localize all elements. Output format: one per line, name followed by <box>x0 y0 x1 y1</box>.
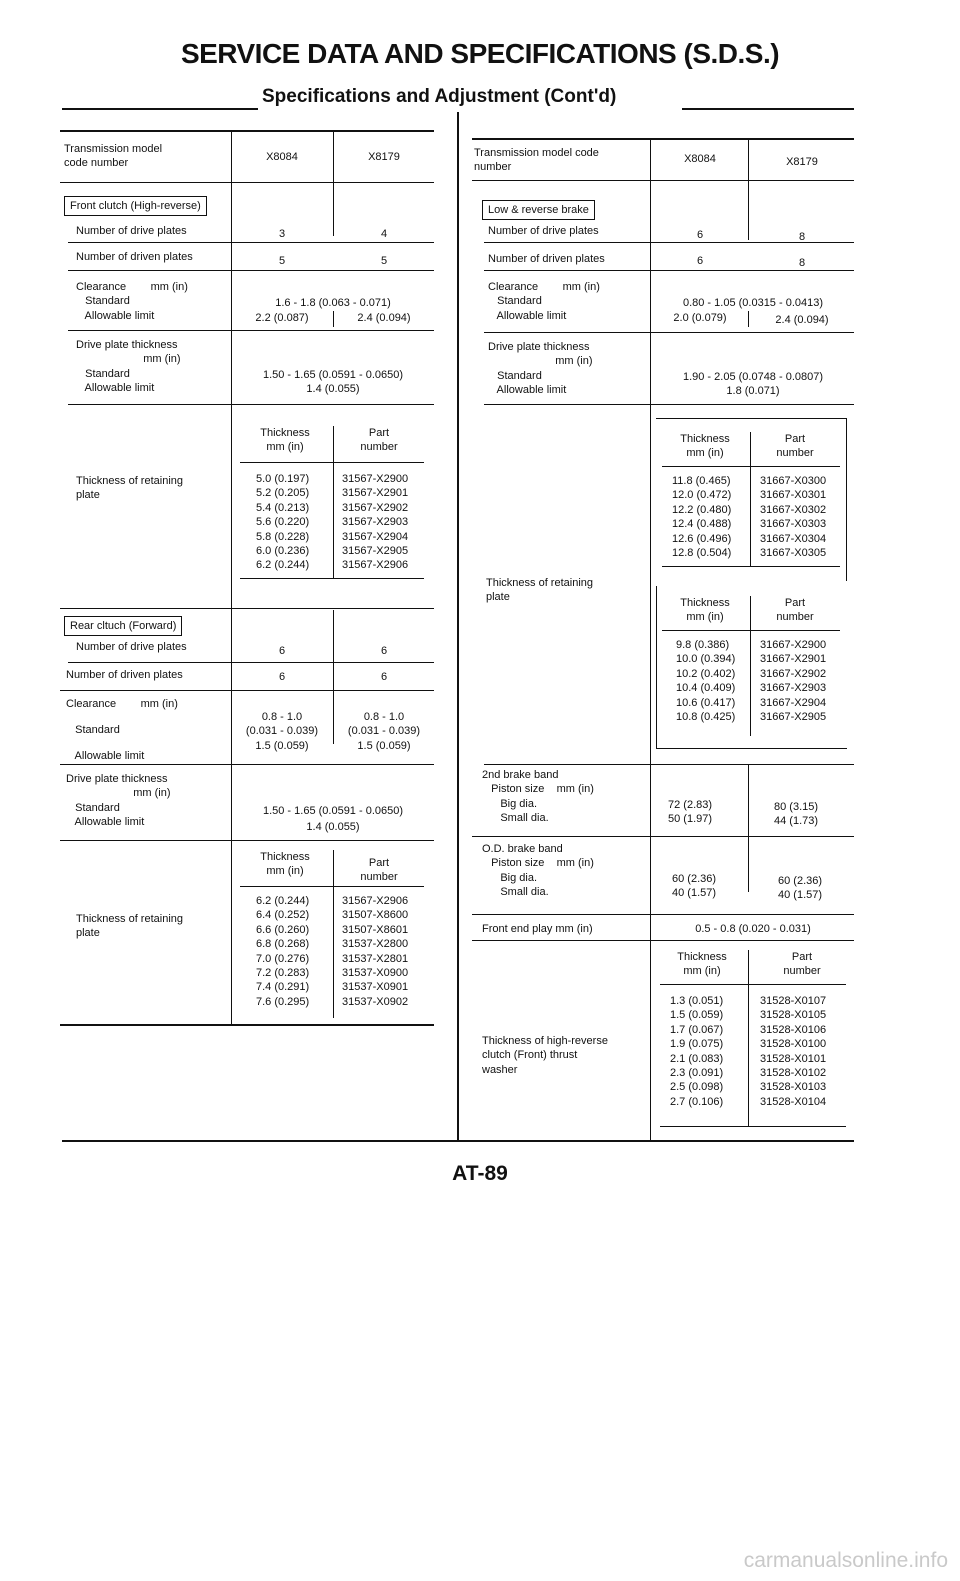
subtitle-rule-right <box>682 108 854 110</box>
right-col2-header: X8179 <box>786 156 818 168</box>
lr-box1-head-part: Part number <box>776 433 814 459</box>
front-drive-plates-label: Number of drive plates <box>76 225 187 237</box>
washer-part-list: 31528-X0107 31528-X0105 31528-X0106 31528-X0100 31528-X0101 31528-X0102 31528-X0103 31528-X0104 <box>760 995 827 1108</box>
row-rule <box>240 886 424 887</box>
cell-divider <box>333 426 334 578</box>
front-thickness-limit: 1.4 (0.055) <box>306 383 360 395</box>
front-clearance-standard: 1.6 - 1.8 (0.063 - 0.071) <box>275 297 391 309</box>
rear-driven-plates-label: Number of driven plates <box>66 669 183 681</box>
od-band-label: O.D. brake band Piston size mm (in) Big dia. Small dia. <box>482 843 594 899</box>
front-retaining-head-thickness: Thickness mm (in) <box>260 427 310 453</box>
right-model-header: Transmission model code number <box>474 147 599 173</box>
lr-drive-plates-x8084: 6 <box>696 229 704 241</box>
left-table-bottom-rule <box>60 1024 434 1026</box>
cell-divider <box>750 596 751 736</box>
front-driven-plates-label: Number of driven plates <box>76 251 193 263</box>
row-rule <box>484 270 854 271</box>
washer-thickness-list: 1.3 (0.051) 1.5 (0.059) 1.7 (0.067) 1.9 (0.075) 2.1 (0.083) 2.3 (0.091) 2.5 (0.098) 2.7 (0.106) <box>670 995 724 1108</box>
lr-clearance-limit-x8179: 2.4 (0.094) <box>775 314 829 326</box>
second-band-x8084: 72 (2.83) 50 (1.97) <box>668 799 713 826</box>
right-label-divider <box>650 138 651 1140</box>
cell-divider <box>748 950 749 1126</box>
rear-driven-plates-x8179: 6 <box>380 671 388 683</box>
lr-driven-plates-x8084: 6 <box>696 255 704 267</box>
lr-thickness-standard: 1.90 - 2.05 (0.0748 - 0.0807) <box>682 371 824 383</box>
rear-retaining-part-list: 31567-X2906 31507-X8600 31507-X8601 31537-X2800 31537-X2801 31537-X0900 31537-X0901 31537-X0902 <box>342 895 409 1008</box>
front-thickness-standard: 1.50 - 1.65 (0.0591 - 0.0650) <box>262 369 404 381</box>
left-table-top-rule <box>60 130 434 132</box>
front-clearance-limit-x8179: 2.4 (0.094) <box>357 312 411 324</box>
row-rule <box>68 404 434 405</box>
cell-divider <box>750 432 751 566</box>
front-clearance-label: Clearance mm (in) Standard Allowable limit <box>76 281 188 322</box>
page-subtitle: Specifications and Adjustment (Cont'd) <box>262 86 617 107</box>
front-clutch-section-title: Front clutch (High-reverse) <box>64 196 207 216</box>
row-rule <box>472 940 854 941</box>
rear-retaining-thickness-list: 6.2 (0.244) 6.4 (0.252) 6.6 (0.260) 6.8 (0.268) 7.0 (0.276) 7.2 (0.283) 7.4 (0.291) 7.6 (0.295) <box>256 895 310 1008</box>
front-drive-plates-x8084: 3 <box>278 228 286 240</box>
lr-box1-head-thickness: Thickness mm (in) <box>680 433 730 459</box>
right-table-top-rule <box>472 138 854 140</box>
rear-drive-plates-x8084: 6 <box>278 645 286 657</box>
lr-retaining-label: Thickness of retaining plate <box>486 577 593 603</box>
lr-drive-plates-label: Number of drive plates <box>488 225 599 237</box>
lr-box1-part-list: 31667-X0300 31667-X0301 31667-X0302 31667-X0303 31667-X0304 31667-X0305 <box>760 475 827 560</box>
lr-thickness-limit: 1.8 (0.071) <box>726 385 780 397</box>
lr-box2-head-part: Part number <box>776 597 814 623</box>
rear-clearance-x8179: 0.8 - 1.0 (0.031 - 0.039) 1.5 (0.059) <box>347 711 421 752</box>
row-rule <box>662 466 840 467</box>
row-rule <box>660 984 846 985</box>
row-rule <box>68 242 434 243</box>
right-header-rule <box>472 180 854 181</box>
watermark: carmanualsonline.info <box>743 1549 948 1572</box>
page-title: SERVICE DATA AND SPECIFICATIONS (S.D.S.) <box>180 38 780 69</box>
row-rule <box>484 332 854 333</box>
rear-retaining-label: Thickness of retaining plate <box>76 913 183 939</box>
row-rule <box>240 578 424 579</box>
column-divider <box>457 112 459 1142</box>
left-col1-header: X8084 <box>266 151 298 163</box>
row-rule <box>484 404 854 405</box>
row-rule <box>68 330 434 331</box>
lr-box1-thickness-list: 11.8 (0.465) 12.0 (0.472) 12.2 (0.480) 12.4 (0.488) 12.6 (0.496) 12.8 (0.504) <box>672 475 732 560</box>
left-model-header: Transmission model code number <box>64 143 163 169</box>
front-driven-plates-x8179: 5 <box>380 255 388 267</box>
left-col2-header: X8179 <box>368 151 400 163</box>
row-rule <box>68 270 434 271</box>
rear-thickness-label: Drive plate thickness mm (in) Standard Allowable limit <box>66 773 171 829</box>
end-play-value: 0.5 - 0.8 (0.020 - 0.031) <box>695 923 811 935</box>
rear-drive-plates-label: Number of drive plates <box>76 641 187 653</box>
lr-clearance-limit-x8084: 2.0 (0.079) <box>673 312 727 324</box>
front-drive-plates-x8179: 4 <box>380 228 388 240</box>
left-col-divider <box>333 130 334 236</box>
row-rule <box>662 566 840 567</box>
lr-drive-plates-x8179: 8 <box>798 231 806 243</box>
section-rule <box>60 608 434 609</box>
lr-clearance-standard: 0.80 - 1.05 (0.0315 - 0.0413) <box>682 297 824 309</box>
row-rule <box>60 840 434 841</box>
lr-box2-thickness-list: 9.8 (0.386) 10.0 (0.394) 10.2 (0.402) 10.4 (0.409) 10.6 (0.417) 10.8 (0.425) <box>676 639 736 724</box>
second-band-x8179: 80 (3.15) 44 (1.73) <box>774 801 819 828</box>
rear-clearance-x8084: 0.8 - 1.0 (0.031 - 0.039) 1.5 (0.059) <box>245 711 319 752</box>
row-rule <box>68 662 434 663</box>
row-rule <box>472 914 854 915</box>
lr-box2-head-thickness: Thickness mm (in) <box>680 597 730 623</box>
lr-driven-plates-x8179: 8 <box>798 257 806 269</box>
lr-driven-plates-label: Number of driven plates <box>488 253 605 265</box>
front-retaining-label: Thickness of retaining plate <box>76 475 183 501</box>
row-rule <box>662 630 840 631</box>
row-rule <box>60 690 434 691</box>
row-rule <box>660 1126 846 1127</box>
rear-retaining-head-thickness: Thickness mm (in) <box>260 851 310 877</box>
right-col-divider <box>748 138 749 240</box>
front-retaining-part-list: 31567-X2900 31567-X2901 31567-X2902 31567-X2903 31567-X2904 31567-X2905 31567-X2906 <box>342 473 409 572</box>
rear-clearance-label: Clearance mm (in) Standard Allowable limit <box>66 698 178 762</box>
left-header-rule <box>60 182 434 183</box>
front-retaining-thickness-list: 5.0 (0.197) 5.2 (0.205) 5.4 (0.213) 5.6 (0.220) 5.8 (0.228) 6.0 (0.236) 6.2 (0.244) <box>256 473 310 572</box>
washer-head-thickness: Thickness mm (in) <box>677 951 727 977</box>
row-rule <box>240 462 424 463</box>
subtitle-rule-left <box>62 108 258 110</box>
rear-driven-plates-x8084: 6 <box>278 671 286 683</box>
lr-thickness-label: Drive plate thickness mm (in) Standard Allowable limit <box>488 341 593 397</box>
section-rule <box>484 764 854 765</box>
end-play-label: Front end play mm (in) <box>482 923 593 935</box>
rear-clutch-section-title: Rear cltuch (Forward) <box>64 616 182 636</box>
rear-thickness-limit: 1.4 (0.055) <box>306 821 360 833</box>
front-thickness-label: Drive plate thickness mm (in) Standard Allowable limit <box>76 339 181 395</box>
washer-label: Thickness of high-reverse clutch (Front) thrust washer <box>482 1035 608 1076</box>
cell-divider <box>333 850 334 1018</box>
rear-thickness-standard: 1.50 - 1.65 (0.0591 - 0.0650) <box>262 805 404 817</box>
rear-drive-plates-x8179: 6 <box>380 645 388 657</box>
right-col1-header: X8084 <box>684 153 716 165</box>
rear-retaining-head-part: Part number <box>360 857 398 883</box>
od-band-x8084: 60 (2.36) 40 (1.57) <box>672 873 717 900</box>
washer-head-part: Part number <box>783 951 821 977</box>
front-retaining-head-part: Part number <box>360 427 398 453</box>
low-reverse-section-title: Low & reverse brake <box>482 200 595 220</box>
right-col-divider <box>748 764 749 892</box>
front-clearance-limit-x8084: 2.2 (0.087) <box>255 312 309 324</box>
lr-clearance-label: Clearance mm (in) Standard Allowable limit <box>488 281 600 322</box>
od-band-x8179: 60 (2.36) 40 (1.57) <box>778 875 823 902</box>
lr-box2-part-list: 31667-X2900 31667-X2901 31667-X2902 31667-X2903 31667-X2904 31667-X2905 <box>760 639 827 724</box>
page-number: AT-89 <box>452 1162 508 1185</box>
row-rule <box>472 836 854 837</box>
cell-divider <box>748 311 749 327</box>
front-driven-plates-x8084: 5 <box>278 255 286 267</box>
page-bottom-rule <box>62 1140 854 1142</box>
row-rule <box>484 242 854 243</box>
row-rule <box>60 764 434 765</box>
second-band-label: 2nd brake band Piston size mm (in) Big dia. Small dia. <box>482 769 594 825</box>
